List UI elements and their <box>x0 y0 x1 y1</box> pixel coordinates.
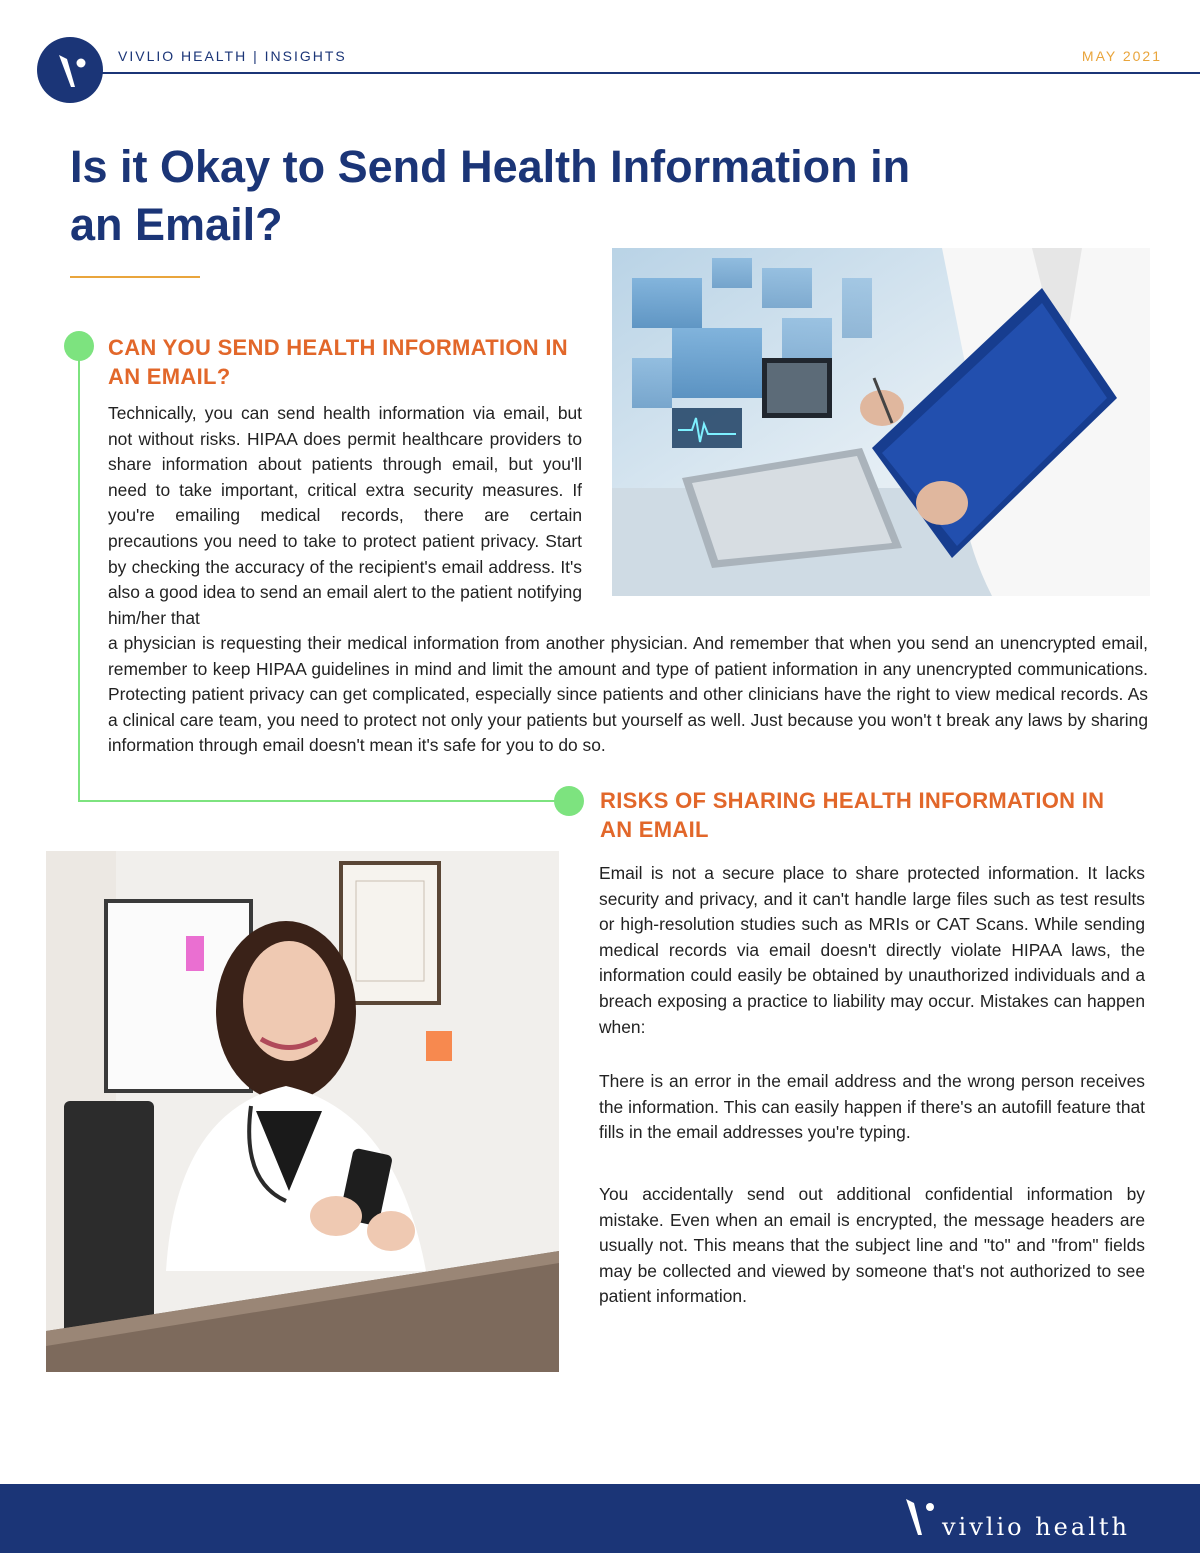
footer-wordmark: vivlio health <box>942 1513 1130 1541</box>
section2-paragraph-1: Email is not a secure place to share protected information. It lacks security and privacy, and it can't handle large files such as test results or high-resolution studies such as MRIs or CAT Scans. While sending medical records via email doesn't directly violate HIPAA laws, the information could easily be obtained by unauthorized individuals and a breach exposing a practice to liability may occur. Mistakes can happen when: <box>599 863 1145 1037</box>
section1-heading: CAN YOU SEND HEALTH INFORMATION IN AN EMAIL? <box>108 335 568 389</box>
vivlio-v-mark-icon <box>37 37 103 103</box>
section2-heading: RISKS OF SHARING HEALTH INFORMATION IN AN EMAIL <box>600 788 1105 842</box>
timeline-dot-1 <box>64 331 94 361</box>
doctor-smartphone-image <box>46 851 559 1372</box>
doctor-holographic-image <box>612 248 1150 596</box>
brand-header: VIVLIO HEALTH | INSIGHTS <box>118 48 347 64</box>
section1-paragraph-a: Technically, you can send health information via email, but not without risks. HIPAA does permit healthcare providers to share information about patients through email, but you'll need to take important, critical extra security measures. If you're emailing medical records, there are certain precautions you need to take to protect patient privacy. Start by checking the accuracy of the recipient's email address. It's also a good idea to send an email alert to the patient notifying him/her that <box>108 403 582 628</box>
title-underline <box>70 276 200 278</box>
timeline-vertical-line <box>78 346 80 802</box>
section2-paragraph-3: You accidentally send out additional confidential information by mistake. Even when an email is encrypted, the message headers are usually not. This means that the subject line and "to" and "from" fields may be collected and viewed by someone that's not authorized to see patient information. <box>599 1184 1145 1307</box>
header-divider <box>100 72 1200 74</box>
timeline-horizontal-line <box>78 800 558 802</box>
section1-paragraph-b: a physician is requesting their medical information from another physician. And remember that when you send an unencrypted email, remember to keep HIPAA guidelines in mind and limit the amount and type of patient information in any unencrypted communications. Protecting patient privacy can get complicated, especially since patients and other clinicians have the right to view medical records. As a clinical care team, you need to protect not only your patients but yourself as well. Just because you won't t break any laws by sharing information through email doesn't mean it's safe for you to do so. <box>108 633 1148 756</box>
vivlio-v-mark-icon <box>900 1493 940 1543</box>
footer-logo <box>900 1493 1130 1543</box>
section2-paragraph-2: There is an error in the email address and the wrong person receives the information. This can easily happen if there's an autofill feature that fills in the email addresses you're typing. <box>599 1071 1145 1143</box>
timeline-dot-2 <box>554 786 584 816</box>
page-title: Is it Okay to Send Health Information in an Email? <box>70 141 911 250</box>
issue-date: MAY 2021 <box>1081 48 1162 64</box>
